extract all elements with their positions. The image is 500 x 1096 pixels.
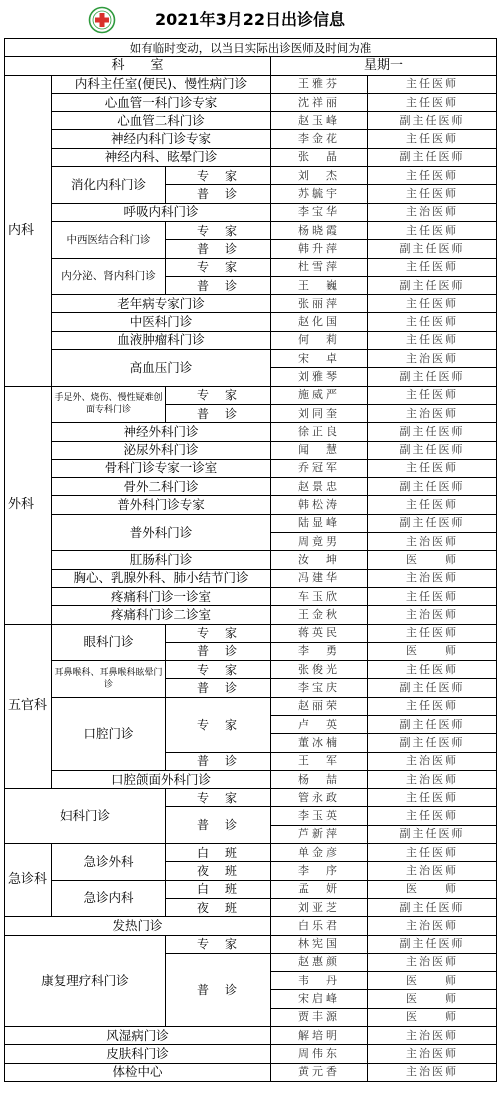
- table-row: [5, 295, 497, 313]
- clinic-cell: 泌尿外科门诊: [52, 441, 271, 459]
- doctor-cell: 王 巍: [271, 276, 368, 294]
- table-row: [5, 496, 497, 514]
- title-cell: 主治医师: [368, 533, 497, 551]
- doctor-cell: 李 序: [271, 862, 368, 880]
- clinic-cell: 眼科门诊: [52, 624, 166, 661]
- doctor-cell: 杨晓霞: [271, 221, 368, 239]
- clinic-cell: 呼吸内科门诊: [52, 203, 271, 221]
- sub-cell: 专 家: [166, 697, 271, 752]
- title-cell: 主治医师: [368, 953, 497, 971]
- sub-cell: 普 诊: [166, 953, 271, 1026]
- dept-emergency: 急诊科: [5, 844, 52, 917]
- table-row: [5, 661, 497, 679]
- table-row: [5, 1063, 497, 1081]
- table-row: [5, 386, 497, 404]
- title-cell: 副主任医师: [368, 514, 497, 532]
- clinic-cell: 发热门诊: [5, 917, 271, 935]
- title-cell: 主任医师: [368, 697, 497, 715]
- notice-text: 如有临时变动，以当日实际出诊医师及时间为准: [5, 39, 497, 57]
- table-row: [5, 935, 497, 953]
- clinic-cell: 手足外、烧伤、慢性疑难创面专科门诊: [52, 386, 166, 423]
- title-cell: 主治医师: [368, 917, 497, 935]
- title-cell: 副主任医师: [368, 276, 497, 294]
- table-row: [5, 331, 497, 349]
- header-row: [5, 57, 497, 75]
- sub-cell: 专 家: [166, 624, 271, 642]
- table-row: [5, 130, 497, 148]
- title-cell: 主任医师: [368, 496, 497, 514]
- doctor-cell: 周竟男: [271, 533, 368, 551]
- title-cell: 主任医师: [368, 295, 497, 313]
- table-row: [5, 514, 497, 532]
- title-cell: 主治医师: [368, 1045, 497, 1063]
- doctor-cell: 周伟东: [271, 1045, 368, 1063]
- title-cell: 医 师: [368, 642, 497, 660]
- doctor-cell: 刘同奎: [271, 404, 368, 422]
- title-cell: 主任医师: [368, 258, 497, 276]
- title-cell: 副主任医师: [368, 935, 497, 953]
- doctor-cell: 李宝庆: [271, 679, 368, 697]
- title-cell: 副主任医师: [368, 898, 497, 916]
- dept-internal: 内科: [5, 75, 52, 386]
- clinic-cell: 皮肤科门诊: [5, 1045, 271, 1063]
- doctor-cell: 白乐君: [271, 917, 368, 935]
- title-cell: 医 师: [368, 1008, 497, 1026]
- sub-cell: 专 家: [166, 386, 271, 404]
- doctor-cell: 沈祥丽: [271, 93, 368, 111]
- table-row: [5, 423, 497, 441]
- clinic-cell: 疼痛科门诊一诊室: [52, 587, 271, 605]
- doctor-cell: 李 勇: [271, 642, 368, 660]
- title-cell: 副主任医师: [368, 478, 497, 496]
- doctor-cell: 车玉欣: [271, 587, 368, 605]
- sub-cell: 白 班: [166, 844, 271, 862]
- notice-row: [5, 39, 497, 57]
- doctor-cell: 李玉英: [271, 807, 368, 825]
- table-row: [5, 587, 497, 605]
- title-cell: 副主任医师: [368, 734, 497, 752]
- clinic-cell: 骨科门诊专家一诊室: [52, 459, 271, 477]
- sub-cell: 普 诊: [166, 807, 271, 844]
- title-cell: 主任医师: [368, 459, 497, 477]
- table-row: [5, 93, 497, 111]
- sub-cell: 普 诊: [166, 185, 271, 203]
- table-row: [5, 624, 497, 642]
- title-cell: 主任医师: [368, 624, 497, 642]
- table-row: [5, 770, 497, 788]
- doctor-cell: 黄元香: [271, 1063, 368, 1081]
- clinic-cell: 高血压门诊: [52, 350, 271, 387]
- doctor-cell: 王雅芬: [271, 75, 368, 93]
- title-cell: 主治医师: [368, 1027, 497, 1045]
- title-cell: 主任医师: [368, 167, 497, 185]
- doctor-cell: 韩松涛: [271, 496, 368, 514]
- table-row: [5, 478, 497, 496]
- clinic-cell: 骨外二科门诊: [52, 478, 271, 496]
- doctor-cell: 赵惠颜: [271, 953, 368, 971]
- doctor-cell: 张 晶: [271, 148, 368, 166]
- doctor-cell: 芦新萍: [271, 825, 368, 843]
- doctor-cell: 施威严: [271, 386, 368, 404]
- title-cell: 主任医师: [368, 331, 497, 349]
- table-row: [5, 148, 497, 166]
- header-dept: 科 室: [5, 57, 271, 75]
- table-row: [5, 203, 497, 221]
- title-cell: 副主任医师: [368, 423, 497, 441]
- title-cell: 医 师: [368, 880, 497, 898]
- clinic-cell: 普外科门诊: [52, 514, 271, 551]
- table-row: [5, 880, 497, 898]
- table-row: [5, 75, 497, 93]
- title-cell: 主治医师: [368, 752, 497, 770]
- clinic-cell: 血液肿瘤科门诊: [52, 331, 271, 349]
- sub-cell: 专 家: [166, 661, 271, 679]
- table-row: [5, 258, 497, 276]
- title-cell: 医 师: [368, 551, 497, 569]
- sub-cell: 专 家: [166, 221, 271, 239]
- title-cell: 副主任医师: [368, 148, 497, 166]
- doctor-cell: 管永政: [271, 789, 368, 807]
- clinic-cell: 急诊内科: [52, 880, 166, 917]
- clinic-cell: 风湿病门诊: [5, 1027, 271, 1045]
- table-row: [5, 1027, 497, 1045]
- dept-surgery: 外科: [5, 386, 52, 624]
- doctor-cell: 王金秋: [271, 606, 368, 624]
- table-row: [5, 697, 497, 715]
- clinic-cell: 耳鼻喉科、耳鼻喉科眩晕门诊: [52, 661, 166, 698]
- clinic-cell: 普外科门诊专家: [52, 496, 271, 514]
- table-row: [5, 112, 497, 130]
- title-cell: 副主任医师: [368, 240, 497, 258]
- table-row: [5, 569, 497, 587]
- clinic-cell: 心血管一科门诊专家: [52, 93, 271, 111]
- doctor-cell: 李金花: [271, 130, 368, 148]
- clinic-cell: 体检中心: [5, 1063, 271, 1081]
- clinic-cell: 疼痛科门诊二诊室: [52, 606, 271, 624]
- title-cell: 主任医师: [368, 587, 497, 605]
- clinic-cell: 神经内科、眩晕门诊: [52, 148, 271, 166]
- title-cell: 主治医师: [368, 203, 497, 221]
- doctor-cell: 单金彦: [271, 844, 368, 862]
- clinic-cell: 心血管二科门诊: [52, 112, 271, 130]
- doctor-cell: 刘 杰: [271, 167, 368, 185]
- doctor-cell: 张丽萍: [271, 295, 368, 313]
- title-cell: 主任医师: [368, 75, 497, 93]
- title-cell: 主治医师: [368, 770, 497, 788]
- doctor-cell: 陆显峰: [271, 514, 368, 532]
- sub-cell: 专 家: [166, 167, 271, 185]
- doctor-cell: 张俊光: [271, 661, 368, 679]
- doctor-cell: 卢 英: [271, 715, 368, 733]
- clinic-cell: 口腔颌面外科门诊: [52, 770, 271, 788]
- table-row: [5, 221, 497, 239]
- title-cell: 主治医师: [368, 404, 497, 422]
- schedule-table: [4, 38, 497, 1082]
- doctor-cell: 解培明: [271, 1027, 368, 1045]
- doctor-cell: 杨 喆: [271, 770, 368, 788]
- title-cell: 副主任医师: [368, 825, 497, 843]
- doctor-cell: 杜雪萍: [271, 258, 368, 276]
- title-cell: 主治医师: [368, 569, 497, 587]
- doctor-cell: 刘亚芝: [271, 898, 368, 916]
- sub-cell: 普 诊: [166, 276, 271, 294]
- table-row: [5, 844, 497, 862]
- doctor-cell: 乔冠军: [271, 459, 368, 477]
- doctor-cell: 刘雅琴: [271, 368, 368, 386]
- doctor-cell: 冯建华: [271, 569, 368, 587]
- title-cell: 主任医师: [368, 661, 497, 679]
- title-cell: 副主任医师: [368, 112, 497, 130]
- sub-cell: 普 诊: [166, 642, 271, 660]
- table-row: [5, 917, 497, 935]
- table-row: [5, 1045, 497, 1063]
- title-cell: 主治医师: [368, 1063, 497, 1081]
- title-cell: 主任医师: [368, 221, 497, 239]
- title-cell: 医 师: [368, 972, 497, 990]
- title-cell: 主治医师: [368, 862, 497, 880]
- doctor-cell: 赵化国: [271, 313, 368, 331]
- clinic-cell: 内分泌、肾内科门诊: [52, 258, 166, 295]
- sub-cell: 普 诊: [166, 679, 271, 697]
- title-cell: 副主任医师: [368, 441, 497, 459]
- clinic-cell: 神经内科门诊专家: [52, 130, 271, 148]
- doctor-cell: 林宪国: [271, 935, 368, 953]
- sub-cell: 白 班: [166, 880, 271, 898]
- title-cell: 主治医师: [368, 350, 497, 368]
- sub-cell: 专 家: [166, 935, 271, 953]
- table-row: [5, 606, 497, 624]
- doctor-cell: 闻 慧: [271, 441, 368, 459]
- clinic-cell: 口腔门诊: [52, 697, 166, 770]
- table-row: [5, 350, 497, 368]
- doctor-cell: 赵景忠: [271, 478, 368, 496]
- title-cell: 主任医师: [368, 844, 497, 862]
- title-cell: 副主任医师: [368, 368, 497, 386]
- dept-ent: 五官科: [5, 624, 52, 789]
- doctor-cell: 何 莉: [271, 331, 368, 349]
- sub-cell: 专 家: [166, 258, 271, 276]
- sub-cell: 专 家: [166, 789, 271, 807]
- clinic-cell: 胸心、乳腺外科、肺小结节门诊: [52, 569, 271, 587]
- page-title: 2021年3月22日出诊信息: [155, 10, 345, 29]
- title-cell: 副主任医师: [368, 679, 497, 697]
- title-cell: 医 师: [368, 990, 497, 1008]
- clinic-cell: 急诊外科: [52, 844, 166, 881]
- doctor-cell: 宋启峰: [271, 990, 368, 1008]
- doctor-cell: 蒋英民: [271, 624, 368, 642]
- sub-cell: 普 诊: [166, 240, 271, 258]
- title-cell: 主治医师: [368, 606, 497, 624]
- clinic-cell: 肛肠科门诊: [52, 551, 271, 569]
- doctor-cell: 赵丽荣: [271, 697, 368, 715]
- table-row: [5, 167, 497, 185]
- title-cell: 主任医师: [368, 386, 497, 404]
- title-cell: 主任医师: [368, 789, 497, 807]
- title-cell: 主任医师: [368, 130, 497, 148]
- table-row: [5, 459, 497, 477]
- title-cell: 主任医师: [368, 313, 497, 331]
- title-cell: 副主任医师: [368, 715, 497, 733]
- clinic-cell: 神经外科门诊: [52, 423, 271, 441]
- doctor-cell: 董冰楠: [271, 734, 368, 752]
- sub-cell: 夜 班: [166, 898, 271, 916]
- sub-cell: 普 诊: [166, 404, 271, 422]
- doctor-cell: 苏毓宇: [271, 185, 368, 203]
- title-cell: 主任医师: [368, 185, 497, 203]
- doctor-cell: 徐正良: [271, 423, 368, 441]
- title-cell: 主任医师: [368, 807, 497, 825]
- doctor-cell: 赵玉峰: [271, 112, 368, 130]
- clinic-cell: 中医科门诊: [52, 313, 271, 331]
- doctor-cell: 孟 妍: [271, 880, 368, 898]
- table-row: [5, 551, 497, 569]
- doctor-cell: 贾丰源: [271, 1008, 368, 1026]
- title-cell: 主任医师: [368, 93, 497, 111]
- clinic-cell: 康复理疗科门诊: [5, 935, 166, 1026]
- sub-cell: 普 诊: [166, 752, 271, 770]
- clinic-cell: 内科主任室(便民)、慢性病门诊: [52, 75, 271, 93]
- doctor-cell: 韩升萍: [271, 240, 368, 258]
- doctor-cell: 李宝华: [271, 203, 368, 221]
- table-row: [5, 313, 497, 331]
- table-row: [5, 789, 497, 807]
- sub-cell: 夜 班: [166, 862, 271, 880]
- doctor-cell: 韦 丹: [271, 972, 368, 990]
- doctor-cell: 宋 卓: [271, 350, 368, 368]
- header-day: 星期一: [271, 57, 497, 75]
- doctor-cell: 王 军: [271, 752, 368, 770]
- clinic-cell: 妇科门诊: [5, 789, 166, 844]
- doctor-cell: 汝 坤: [271, 551, 368, 569]
- table-row: [5, 441, 497, 459]
- clinic-cell: 老年病专家门诊: [52, 295, 271, 313]
- clinic-cell: 中西医结合科门诊: [52, 221, 166, 258]
- clinic-cell: 消化内科门诊: [52, 167, 166, 204]
